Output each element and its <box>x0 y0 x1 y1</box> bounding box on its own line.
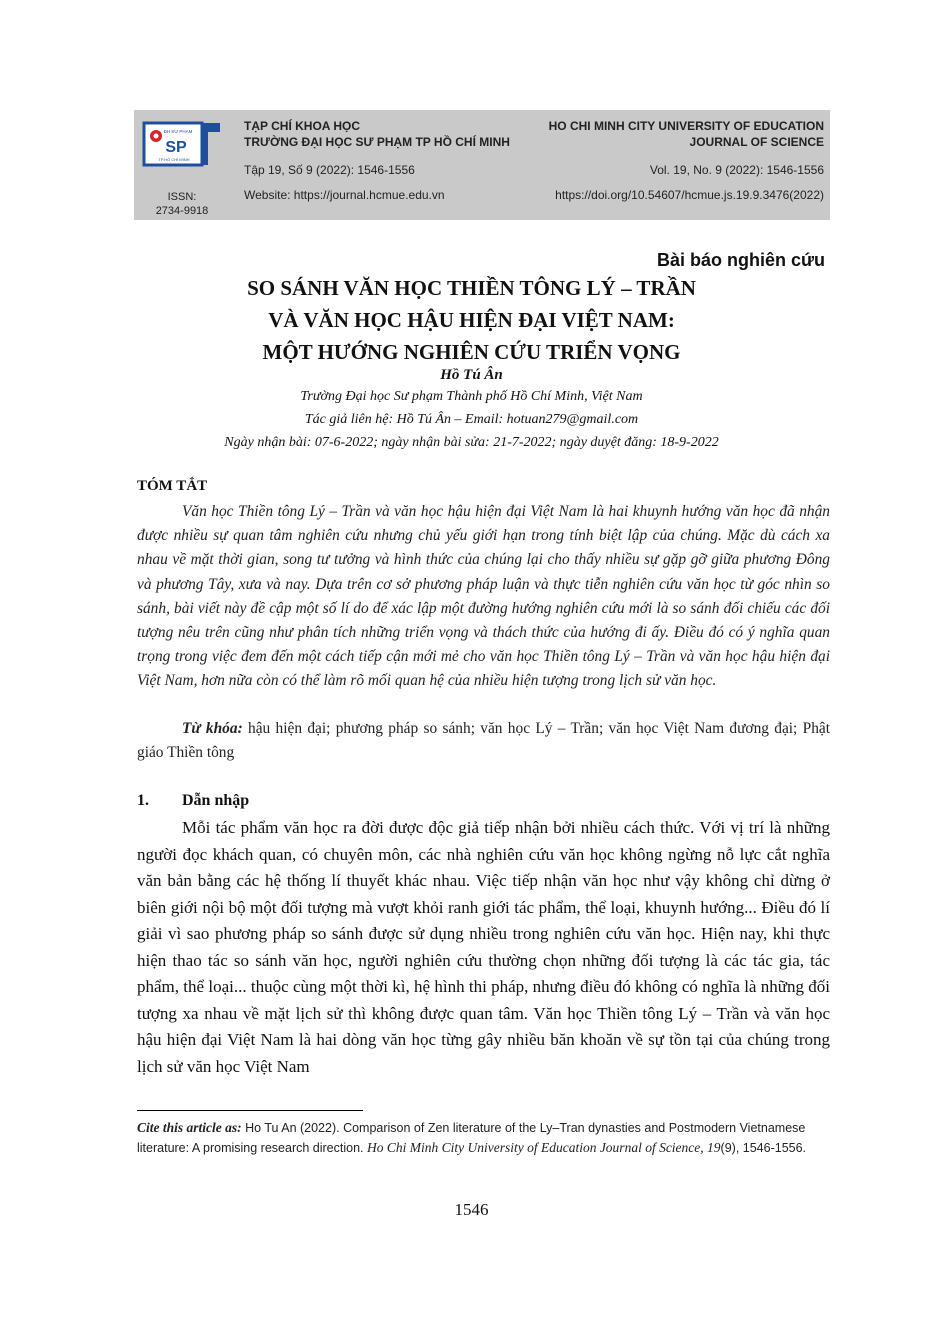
logo-text-bottom: TP.HỒ CHÍ MINH <box>158 157 190 162</box>
journal-vn-line1: TẠP CHÍ KHOA HỌC <box>244 119 361 133</box>
logo-text-top: ĐH SƯ PHẠM <box>163 129 193 134</box>
article-title <box>0 272 943 368</box>
title-line-3: MỘT HƯỚNG NGHIÊN CỨU TRIỂN VỌNG <box>262 340 681 364</box>
citation-part1: Ho Tu An (2022). Comparison of Zen literature of the Ly–Tran dynasties and Postmodern Vietnamese literature: A promising research direction. <box>137 1121 806 1155</box>
article-type: Bài báo nghiên cứu <box>656 250 825 270</box>
keywords-text: hậu hiện đại; phương pháp so sánh; văn học Lý – Trần; văn học Việt Nam đương đại; Phật giáo Thiền tông <box>137 720 830 762</box>
citation-journal: Ho Chi Minh City University of Education Journal of Science, 19 <box>366 1140 721 1155</box>
logo-text-mid: SP <box>165 139 187 156</box>
title-line-2: VÀ VĂN HỌC HẬU HIỆN ĐẠI VIỆT NAM: <box>268 308 675 332</box>
volume-en: Vol. 19, No. 9 (2022): 1546-1556 <box>649 163 824 177</box>
journal-vn-line2: TRƯỜNG ĐẠI HỌC SƯ PHẠM TP HỒ CHÍ MINH <box>244 135 510 149</box>
journal-header <box>134 110 830 220</box>
journal-en-line1: HO CHI MINH CITY UNIVERSITY OF EDUCATION <box>548 119 824 133</box>
title-line-1: SO SÁNH VĂN HỌC THIỀN TÔNG LÝ – TRẦN <box>247 276 696 300</box>
abstract-text: Văn học Thiền tông Lý – Trần và văn học hậu hiện đại Việt Nam là hai khuynh hướng văn học đã nhận được nhiều sự quan tâm nghiên cứu nhưng chủ yếu giới hạn trong tính biệt lập của chúng. Mặc dù cách xa nhau về mặt thời gian, song tư tưởng và hình thức của chúng lại cho thấy nhiều sự gặp gỡ giữa phương Đông và phương Tây, xưa và nay. Dựa trên cơ sở phương pháp luận và thực tiễn nghiên cứu văn học từ góc nhìn so sánh, bài viết này đề cập một số lí do để xác lập một đường hướng nghiên cứu mới là so sánh đối chiếu các đối tượng nêu trên cũng như phân tích những triển vọng và thách thức của hướng đi ấy. Điều đó có ý nghĩa quan trọng trong việc đem đến một cách tiếp cận mới mẻ cho văn học Thiền tông Lý – Trần và văn học hậu hiện đại Việt Nam, hơn nữa còn có thể làm rõ mối quan hệ của nhiều hiện tượng trong lịch sử văn học. <box>137 503 830 690</box>
author-name: Hồ Tú Ân <box>440 367 503 383</box>
volume-vn: Tập 19, Số 9 (2022): 1546-1556 <box>244 163 415 177</box>
abstract-heading: TÓM TẮT <box>137 478 208 494</box>
issn <box>134 190 230 218</box>
journal-en-line2: JOURNAL OF SCIENCE <box>689 135 824 149</box>
contact-email: Tác giả liên hệ: Hồ Tú Ân – Email: hotuan279@gmail.com <box>304 412 639 427</box>
page-number: 1546 <box>454 1200 489 1219</box>
submission-dates: Ngày nhận bài: 07-6-2022; ngày nhận bài sửa: 21-7-2022; ngày duyệt đăng: 18-9-2022 <box>224 435 719 450</box>
section-paragraph: Mỗi tác phẩm văn học ra đời được độc giả tiếp nhận bởi nhiều cách thức. Với vị trí là những người đọc khách quan, có chuyên môn, các nhà nghiên cứu văn học không ngừng nỗ lực cắt nghĩa văn bản bằng các hệ thống lí thuyết khác nhau. Việc tiếp nhận văn học như vậy không chỉ dừng ở biên giới nội bộ một đối tượng mà vượt khỏi ranh giới tác phẩm, thể loại, khuynh hướng... Điều đó lí giải vì sao phương pháp so sánh được sử dụng nhiều trong nghiên cứu văn học. Hiện nay, khi thực hiện thao tác so sánh văn học, người nghiên cứu thường chọn những đối tượng là các tác gia, tác phẩm, thể loại... thuộc cùng một thời kì, hệ hình thi pháp, nhưng điều đó không có nghĩa là những đối tượng xa nhau về mặt lịch sử thì không được quan tâm. Văn học Thiền tông Lý – Trần và văn học hậu hiện đại Việt Nam là hai dòng văn học từng gây nhiều băn khoăn về sự tồn tại của chúng trong lịch sử văn học Việt Nam <box>137 818 830 1076</box>
website-link[interactable]: Website: https://journal.hcmue.edu.vn <box>244 188 445 202</box>
keywords-label: Từ khóa: <box>182 720 243 737</box>
issn-value: 2734-9918 <box>155 205 209 217</box>
citation-lead: Cite this article as: <box>137 1120 242 1135</box>
keywords <box>137 717 830 765</box>
section-heading: Dẫn nhập <box>182 792 250 809</box>
citation-footnote <box>137 1118 830 1158</box>
citation-part2: (9), 1546-1556. <box>720 1141 807 1155</box>
footnote-divider <box>137 1110 363 1111</box>
section-number: 1. <box>137 792 149 809</box>
affiliation: Trường Đại học Sư phạm Thành phố Hồ Chí Minh, Việt Nam <box>300 389 643 404</box>
issn-label: ISSN: <box>167 191 197 203</box>
abstract-body <box>137 500 830 694</box>
doi-link[interactable]: https://doi.org/10.54607/hcmue.js.19.9.3476(2022) <box>555 188 824 202</box>
university-logo <box>142 120 222 175</box>
